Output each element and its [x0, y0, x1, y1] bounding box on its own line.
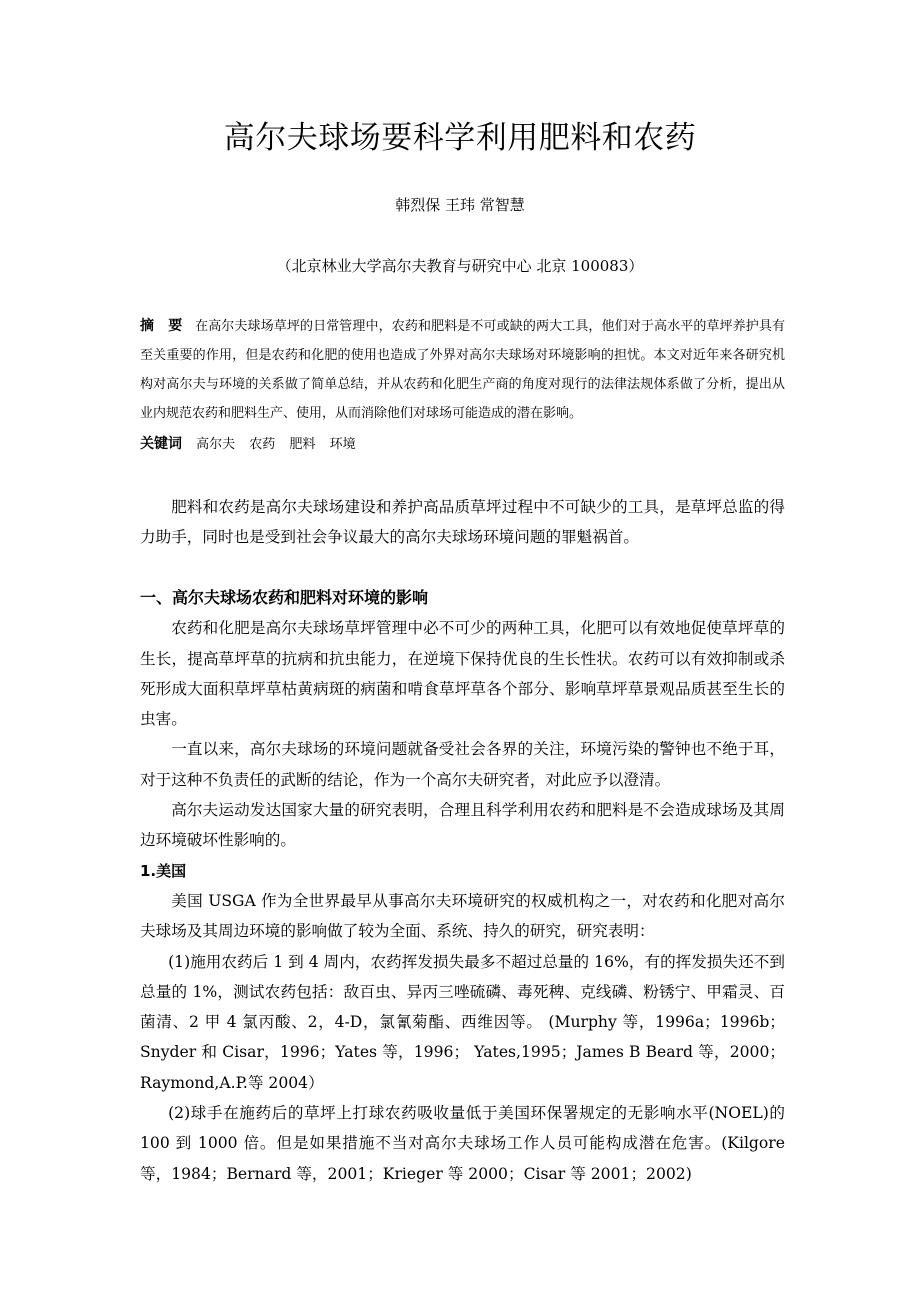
abstract-label: 摘 要 — [140, 318, 183, 334]
keywords — [140, 433, 356, 453]
finding-item: (1)施用农药后 1 到 4 周内，农药挥发损失最多不超过总量的 16%，有的挥发损失还不到总量的 1%，测试农药包括：敌百虫、异丙三唑硫磷、毒死稗、克线磷、粉锈宁、甲霜灵、百菌清、2 甲 4 氯丙酸、2，4-D，氯氰菊酯、西维因等。 (Murphy 等，1996a；1996b；Snyder 和 Cisar，1996；Yates 等，1996； Yates,1995；James B Beard 等，2000；Raymond,A.P.等 2004） — [140, 952, 785, 1092]
keyword: 农药 — [249, 437, 276, 452]
keyword: 肥料 — [289, 437, 316, 452]
keyword: 环境 — [329, 437, 356, 452]
authors: 韩烈保 王玮 常智慧 — [395, 196, 525, 214]
finding-item: (2)球手在施药后的草坪上打球农药吸收量低于美国环保署规定的无影响水平(NOEL)的 100 到 1000 倍。但是如果措施不当对高尔夫球场工作人员可能构成潜在危害。(Kilgore 等，1984；Bernard 等，2001；Krieger 等 2000；Cisar 等 2001；2002) — [140, 1104, 785, 1183]
paragraph: 农药和化肥是高尔夫球场草坪管理中必不可少的两种工具，化肥可以有效地促使草坪草的生长，提高草坪草的抗病和抗虫能力，在逆境下保持优良的生长性状。农药可以有效抑制或杀死形成大面积草坪草枯黄病斑的病菌和啃食草坪草各个部分、影响草坪草景观品质甚至生长的虫害。 — [140, 619, 785, 729]
abstract — [140, 312, 785, 428]
subsection-heading: 1.美国 — [140, 861, 187, 880]
findings-list — [140, 947, 785, 1189]
section-heading: 一、高尔夫球场农药和肥料对环境的影响 — [140, 588, 429, 607]
abstract-text: 在高尔夫球场草坪的日常管理中，农药和肥料是不可或缺的两大工具，他们对于高水平的草坪养护具有至关重要的作用，但是农药和化肥的使用也造成了外界对高尔夫球场对环境影响的担忧。本文对近年来各研究机构对高尔夫与环境的关系做了简单总结，并从农药和化肥生产商的角度对现行的法律法规体系做了分析，提出从业内规范农药和肥料生产、使用，从而消除他们对球场可能造成的潜在影响。 — [140, 319, 785, 421]
paragraph: 高尔夫运动发达国家大量的研究表明，合理且科学利用农药和肥料是不会造成球场及其周边环境破坏性影响的。 — [140, 801, 785, 850]
keywords-label: 关键词 — [140, 436, 182, 452]
keyword: 高尔夫 — [196, 437, 236, 452]
intro-paragraph: 肥料和农药是高尔夫球场建设和养护高品质草坪过程中不可缺少的工具，是草坪总监的得力助手，同时也是受到社会争议最大的高尔夫球场环境问题的罪魁祸首。 — [140, 498, 785, 547]
document-title: 高尔夫球场要科学利用肥料和农药 — [223, 120, 697, 156]
paragraph: 一直以来，高尔夫球场的环境问题就备受社会各界的关注，环境污染的警钟也不绝于耳，对于这种不负责任的武断的结论，作为一个高尔夫研究者，对此应予以澄清。 — [140, 740, 785, 789]
section-1 — [140, 583, 785, 1189]
intro-section — [140, 492, 785, 553]
affiliation: （北京林业大学高尔夫教育与研究中心 北京 100083） — [276, 257, 644, 275]
paragraph: 美国 USGA 作为全世界最早从事高尔夫环境研究的权威机构之一，对农药和化肥对高尔夫球场及其周边环境的影响做了较为全面、系统、持久的研究，研究表明： — [140, 891, 785, 941]
